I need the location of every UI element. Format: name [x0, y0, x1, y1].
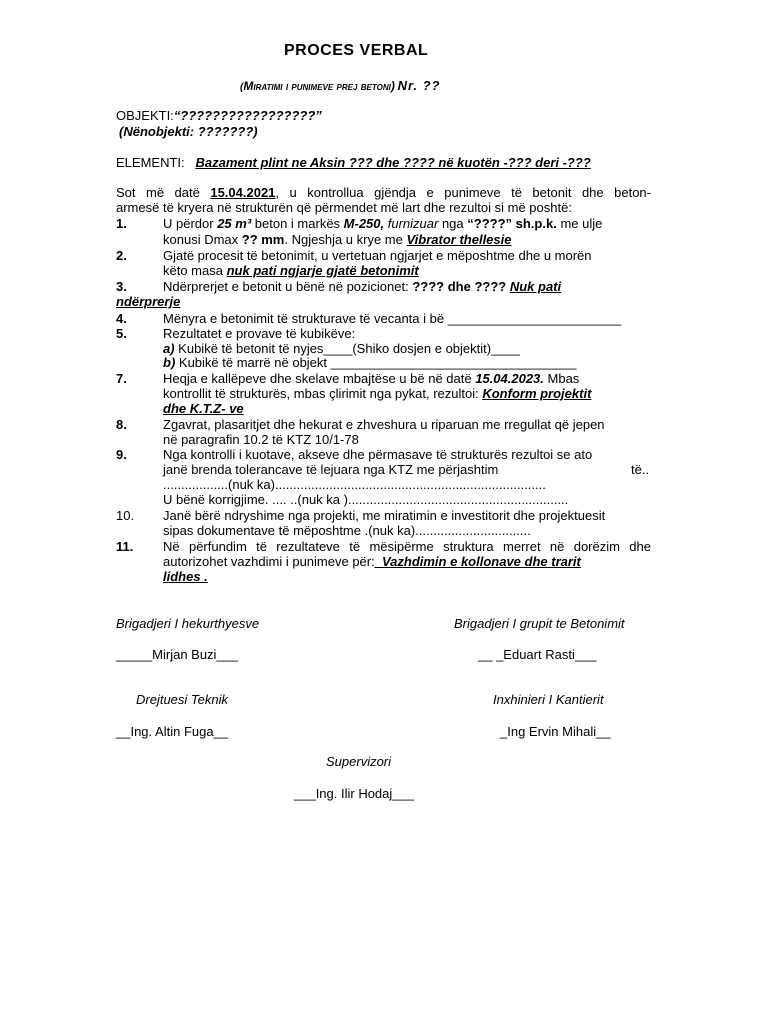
item-5-b-label: b) — [163, 355, 176, 370]
item-9-line-2b: të.. — [631, 462, 650, 477]
signatory-name-technical-director: __Ing. Altin Fuga__ — [116, 724, 229, 739]
item-2-text-a: këto masa — [163, 263, 227, 278]
vibrator-type: Vibrator thellesie — [406, 232, 512, 247]
objekti-line — [116, 108, 322, 123]
intro-text-a: Sot më datë — [116, 185, 211, 200]
item-5-a — [163, 341, 520, 356]
item-1-text-f: konusi Dmax — [163, 232, 242, 247]
item-7-text-b: Mbas — [543, 371, 580, 386]
item-number-7: 7. — [116, 371, 127, 386]
item-number-5: 5. — [116, 326, 127, 341]
item-1-line-2 — [163, 232, 511, 247]
item-number-1: 1. — [116, 216, 127, 231]
item-number-8: 8. — [116, 417, 127, 432]
intro-line-2: armesë të kryera në strukturën që përmendet më lart dhe rezultoi si më poshtë: — [116, 200, 572, 215]
item-10-line-1: Janë bërë ndryshime nga projekti, me miratimin e investitorit dhe projektuesit — [163, 508, 606, 523]
item-11-text-a: autorizohet vazhdimi i punimeve për: — [163, 554, 375, 569]
objekti-label: OBJEKTI: — [116, 108, 174, 123]
item-7-line-1 — [163, 371, 579, 386]
concrete-quantity: 25 m³ — [217, 216, 252, 231]
item-11-line-2 — [163, 554, 581, 569]
item-7-text-c: kontrollit të strukturës, mbas çlirimit nga pykat, rezultoi: — [163, 386, 483, 401]
item-8-line-1: Zgavrat, plasaritjet dhe hekurat e zhveshura u riparuan me rregullat që jepen — [163, 417, 605, 432]
item-number-11: 11. — [116, 539, 134, 554]
item-9-line-1: Nga kontrolli i kuotave, akseve dhe përmasave të strukturës rezultoi se ato — [163, 447, 593, 462]
item-9-line-4: U bënë korrigjime. .... ..(nuk ka )............................................................. — [163, 492, 569, 507]
elementi-label: ELEMENTI: — [116, 155, 185, 170]
item-3-result-a: Nuk pati — [509, 279, 562, 294]
item-number-2: 2. — [116, 248, 127, 263]
item-11-result-a: _Vazhdimin e kollonave dhe trarit — [374, 554, 581, 569]
document-title: PROCES VERBAL — [284, 42, 429, 59]
item-4-line: Mënyra e betonimit të strukturave të vecanta i bë ________________________ — [163, 311, 622, 326]
item-9-line-2a: janë brenda tolerancave të lejuara nga KTZ me përjashtim — [163, 462, 499, 477]
nenobjekti: (Nënobjekti: ???????) — [119, 124, 258, 139]
item-5-b-value: __________________________________ — [330, 355, 577, 370]
interruption-positions: ???? dhe ???? — [412, 279, 507, 294]
item-8-line-2: në paragrafin 10.2 të KTZ 10/1-78 — [163, 432, 359, 447]
objekti-value: “?????????????????” — [173, 108, 322, 123]
signatory-title-supervisor: Supervizori — [326, 754, 392, 769]
item-2-line-2 — [163, 263, 419, 278]
item-1-text-d: nga — [438, 216, 468, 231]
signatory-name-rebar-foreman: _____Mirjan Buzi___ — [116, 647, 239, 662]
item-3-text-a: Ndërprerjet e betonit u bënë në pozicionet: — [163, 279, 413, 294]
subtitle-open: ( — [240, 82, 244, 93]
document-number: Nr. ?? — [397, 78, 441, 93]
item-5-line-1: Rezultatet e provave të kubikëve: — [163, 326, 356, 341]
item-3-line-1 — [163, 279, 561, 294]
item-7-result-a: Konform projektit — [482, 386, 592, 401]
item-5-a-label: a) — [163, 341, 175, 356]
intro-line-1 — [116, 185, 651, 200]
item-5-a-value: ____(Shiko dosjen e objektit)____ — [323, 341, 521, 356]
item-5-a-text: Kubikë të betonit të nyjes — [174, 341, 324, 356]
signatory-name-supervisor: ___Ing. Ilir Hodaj___ — [294, 786, 414, 801]
item-10-line-2: sipas dokumentave të mëposhtme .(nuk ka)................................ — [163, 523, 531, 538]
item-number-3: 3. — [116, 279, 127, 294]
elementi-value: Bazament plint ne Aksin ??? dhe ???? në kuotën -??? deri -??? — [195, 155, 591, 170]
item-11-result-b: lidhes . — [163, 569, 208, 584]
intro-date: 15.04.2021 — [210, 185, 276, 200]
item-9-line-3: ..................(nuk ka)........................................................................... — [163, 477, 546, 492]
signatory-name-site-engineer: _Ing Ervin Mihali__ — [500, 724, 611, 739]
item-number-10: 10. — [116, 508, 135, 523]
item-3-result-b: ndërprerje — [116, 294, 181, 309]
item-2-result: nuk pati ngjarje gjatë betonimit — [226, 263, 419, 278]
item-5-b-text: Kubikë të marrë në objekt — [175, 355, 331, 370]
document-subtitle — [240, 78, 440, 95]
item-5-b — [163, 355, 576, 370]
item-1-furnizuar: furnizuar — [387, 216, 439, 231]
item-2-line-1: Gjatë procesit të betonimit, u vertetuan ngjarjet e mëposhtme dhe u morën — [163, 248, 592, 263]
item-1-text-a: U përdor — [163, 216, 218, 231]
signatory-title-technical-director: Drejtuesi Teknik — [136, 692, 229, 707]
subtitle-text: Miratimi i punimeve prej betoni) — [243, 79, 395, 93]
item-11-line-1: Në përfundim të rezultateve të mësipërme struktura merret në dorëzim dhe — [163, 539, 651, 554]
item-1-text-b: beton i markës — [251, 216, 344, 231]
item-7-text-a: Heqja e kallëpeve dhe skelave mbajtëse u bë në datë — [163, 371, 476, 386]
item-7-line-2 — [163, 386, 591, 401]
item-number-4: 4. — [116, 311, 127, 326]
supplier: “????” sh.p.k. — [467, 216, 557, 231]
signatory-title-site-engineer: Inxhinieri I Kantierit — [493, 692, 604, 707]
elementi-line — [116, 155, 591, 170]
item-number-9: 9. — [116, 447, 127, 462]
formwork-removal-date: 15.04.2023. — [475, 371, 544, 386]
intro-text-b: , u kontrollua gjëndja e punimeve të betonit dhe beton- — [275, 185, 651, 200]
concrete-mark: M-250, — [343, 216, 385, 231]
item-1-text-e: me ulje — [556, 216, 603, 231]
signatory-title-rebar-foreman: Brigadjeri I hekurthyesve — [116, 616, 260, 631]
item-1-text-g: . Ngjeshja u krye me — [284, 232, 407, 247]
item-1-line-1 — [163, 216, 602, 231]
item-7-result-b: dhe K.T.Z- ve — [163, 401, 244, 416]
dmax-value: ?? mm — [241, 232, 285, 247]
signatory-title-concrete-foreman: Brigadjeri I grupit te Betonimit — [454, 616, 625, 631]
signatory-name-concrete-foreman: __ _Eduart Rasti___ — [478, 647, 597, 662]
